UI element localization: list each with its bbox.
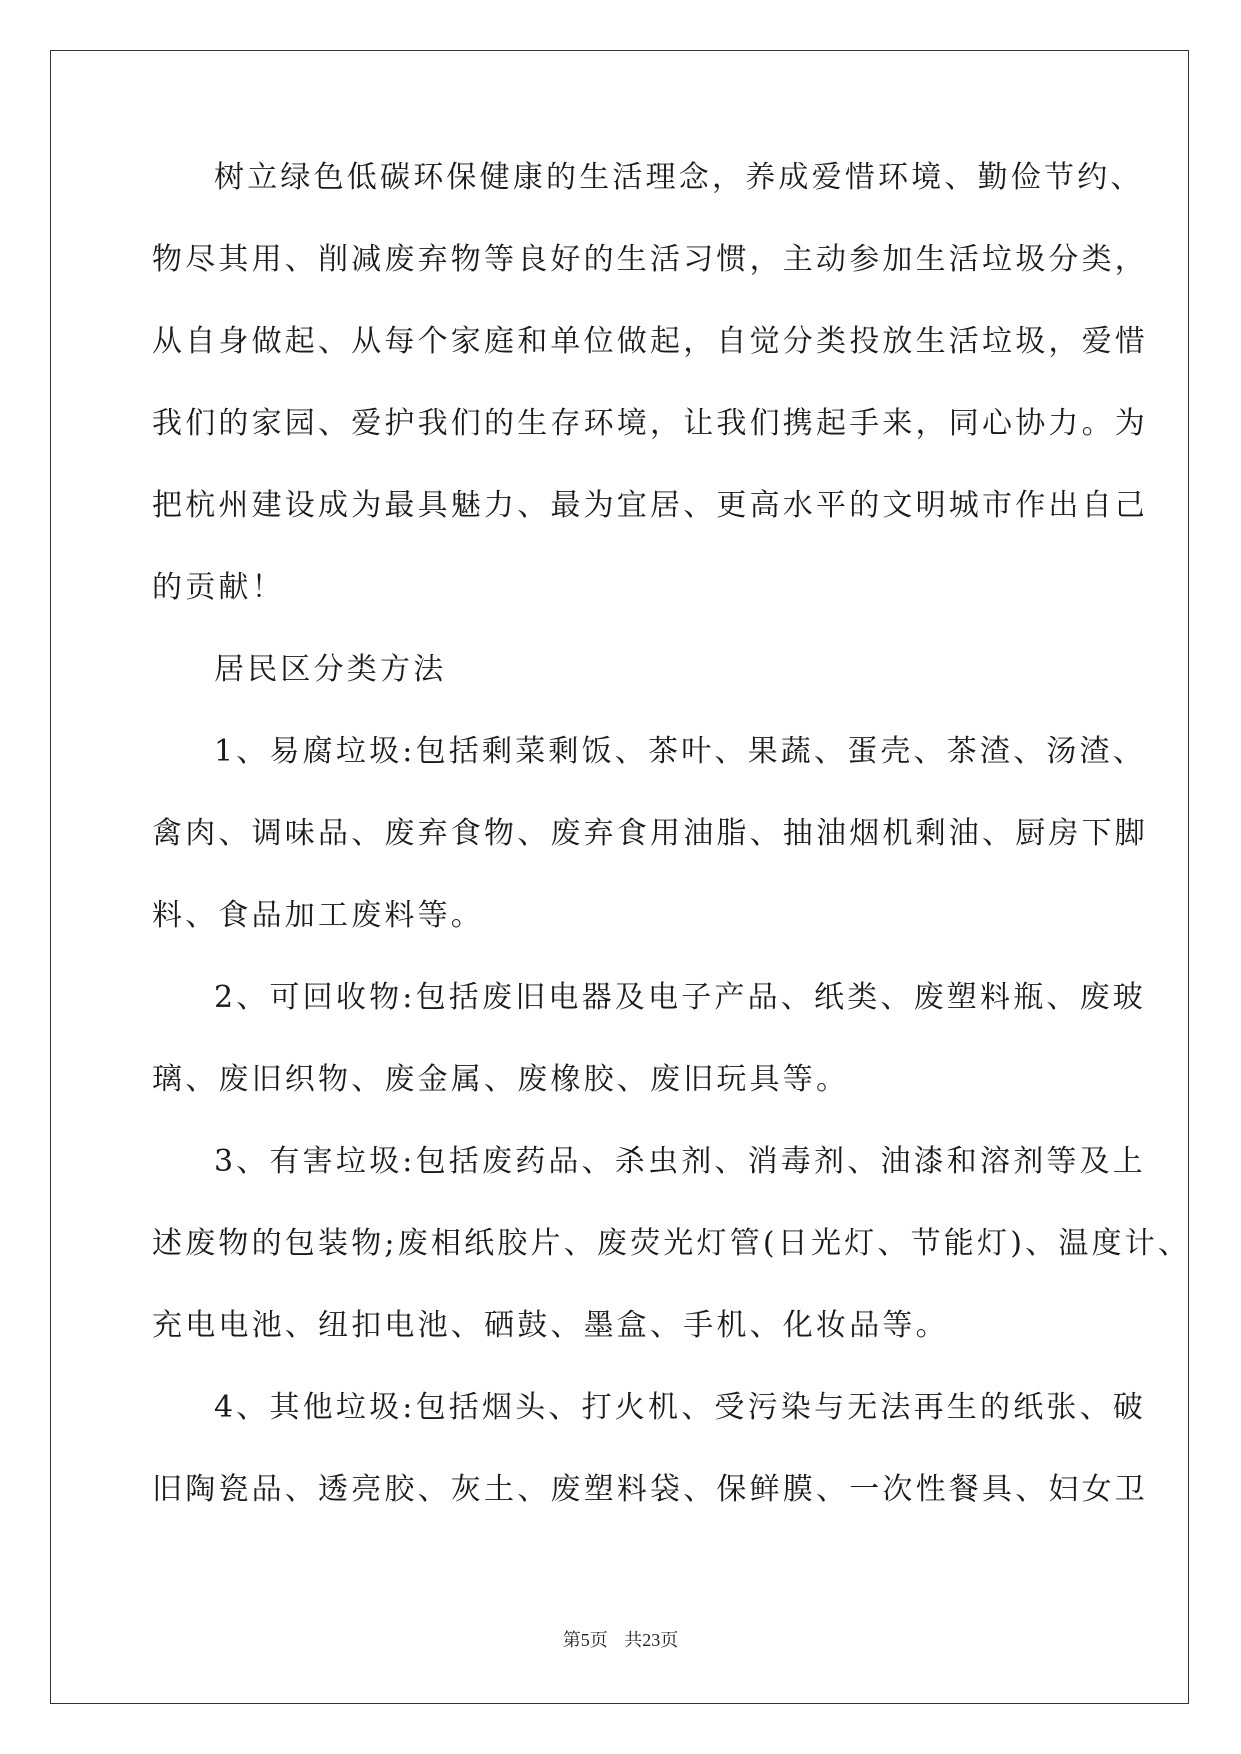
text-line: 3、有害垃圾:包括废药品、杀虫剂、消毒剂、油漆和溶剂等及上 xyxy=(214,1144,1146,1179)
text-line: 从自身做起、从每个家庭和单位做起，自觉分类投放生活垃圾，爱惜 xyxy=(152,324,1148,359)
text-line: 旧陶瓷品、透亮胶、灰土、废塑料袋、保鲜膜、一次性餐具、妇女卫 xyxy=(152,1472,1148,1507)
text-line: 2、可回收物:包括废旧电器及电子产品、纸类、废塑料瓶、废玻 xyxy=(214,980,1146,1015)
text-line: 璃、废旧织物、废金属、废橡胶、废旧玩具等。 xyxy=(152,1062,850,1097)
text-line: 我们的家园、爱护我们的生存环境，让我们携起手来，同心协力。为 xyxy=(152,406,1148,441)
text-line: 把杭州建设成为最具魅力、最为宜居、更高水平的文明城市作出自己 xyxy=(152,488,1148,523)
text-line: 的贡献！ xyxy=(152,570,285,605)
document-body xyxy=(152,160,1192,1554)
text-line: 充电电池、纽扣电池、硒鼓、墨盒、手机、化妆品等。 xyxy=(152,1308,949,1343)
text-line: 1、易腐垃圾:包括剩菜剩饭、茶叶、果蔬、蛋壳、茶渣、汤渣、 xyxy=(214,734,1146,769)
text-line: 4、其他垃圾:包括烟头、打火机、受污染与无法再生的纸张、破 xyxy=(214,1390,1146,1425)
text-line: 树立绿色低碳环保健康的生活理念，养成爱惜环境、勤俭节约、 xyxy=(214,160,1144,195)
page-footer xyxy=(0,1626,1241,1652)
text-line: 料、食品加工废料等。 xyxy=(152,898,484,933)
page-number: 第5页 xyxy=(562,1630,608,1650)
text-line: 禽肉、调味品、废弃食物、废弃食用油脂、抽油烟机剩油、厨房下脚 xyxy=(152,816,1148,851)
text-line: 述废物的包装物;废相纸胶片、废荧光灯管(日光灯、节能灯)、温度计、 xyxy=(152,1226,1192,1261)
text-line: 物尽其用、削减废弃物等良好的生活习惯，主动参加生活垃圾分类， xyxy=(152,242,1148,277)
section-heading: 居民区分类方法 xyxy=(214,652,447,687)
page-total: 共23页 xyxy=(624,1630,679,1650)
